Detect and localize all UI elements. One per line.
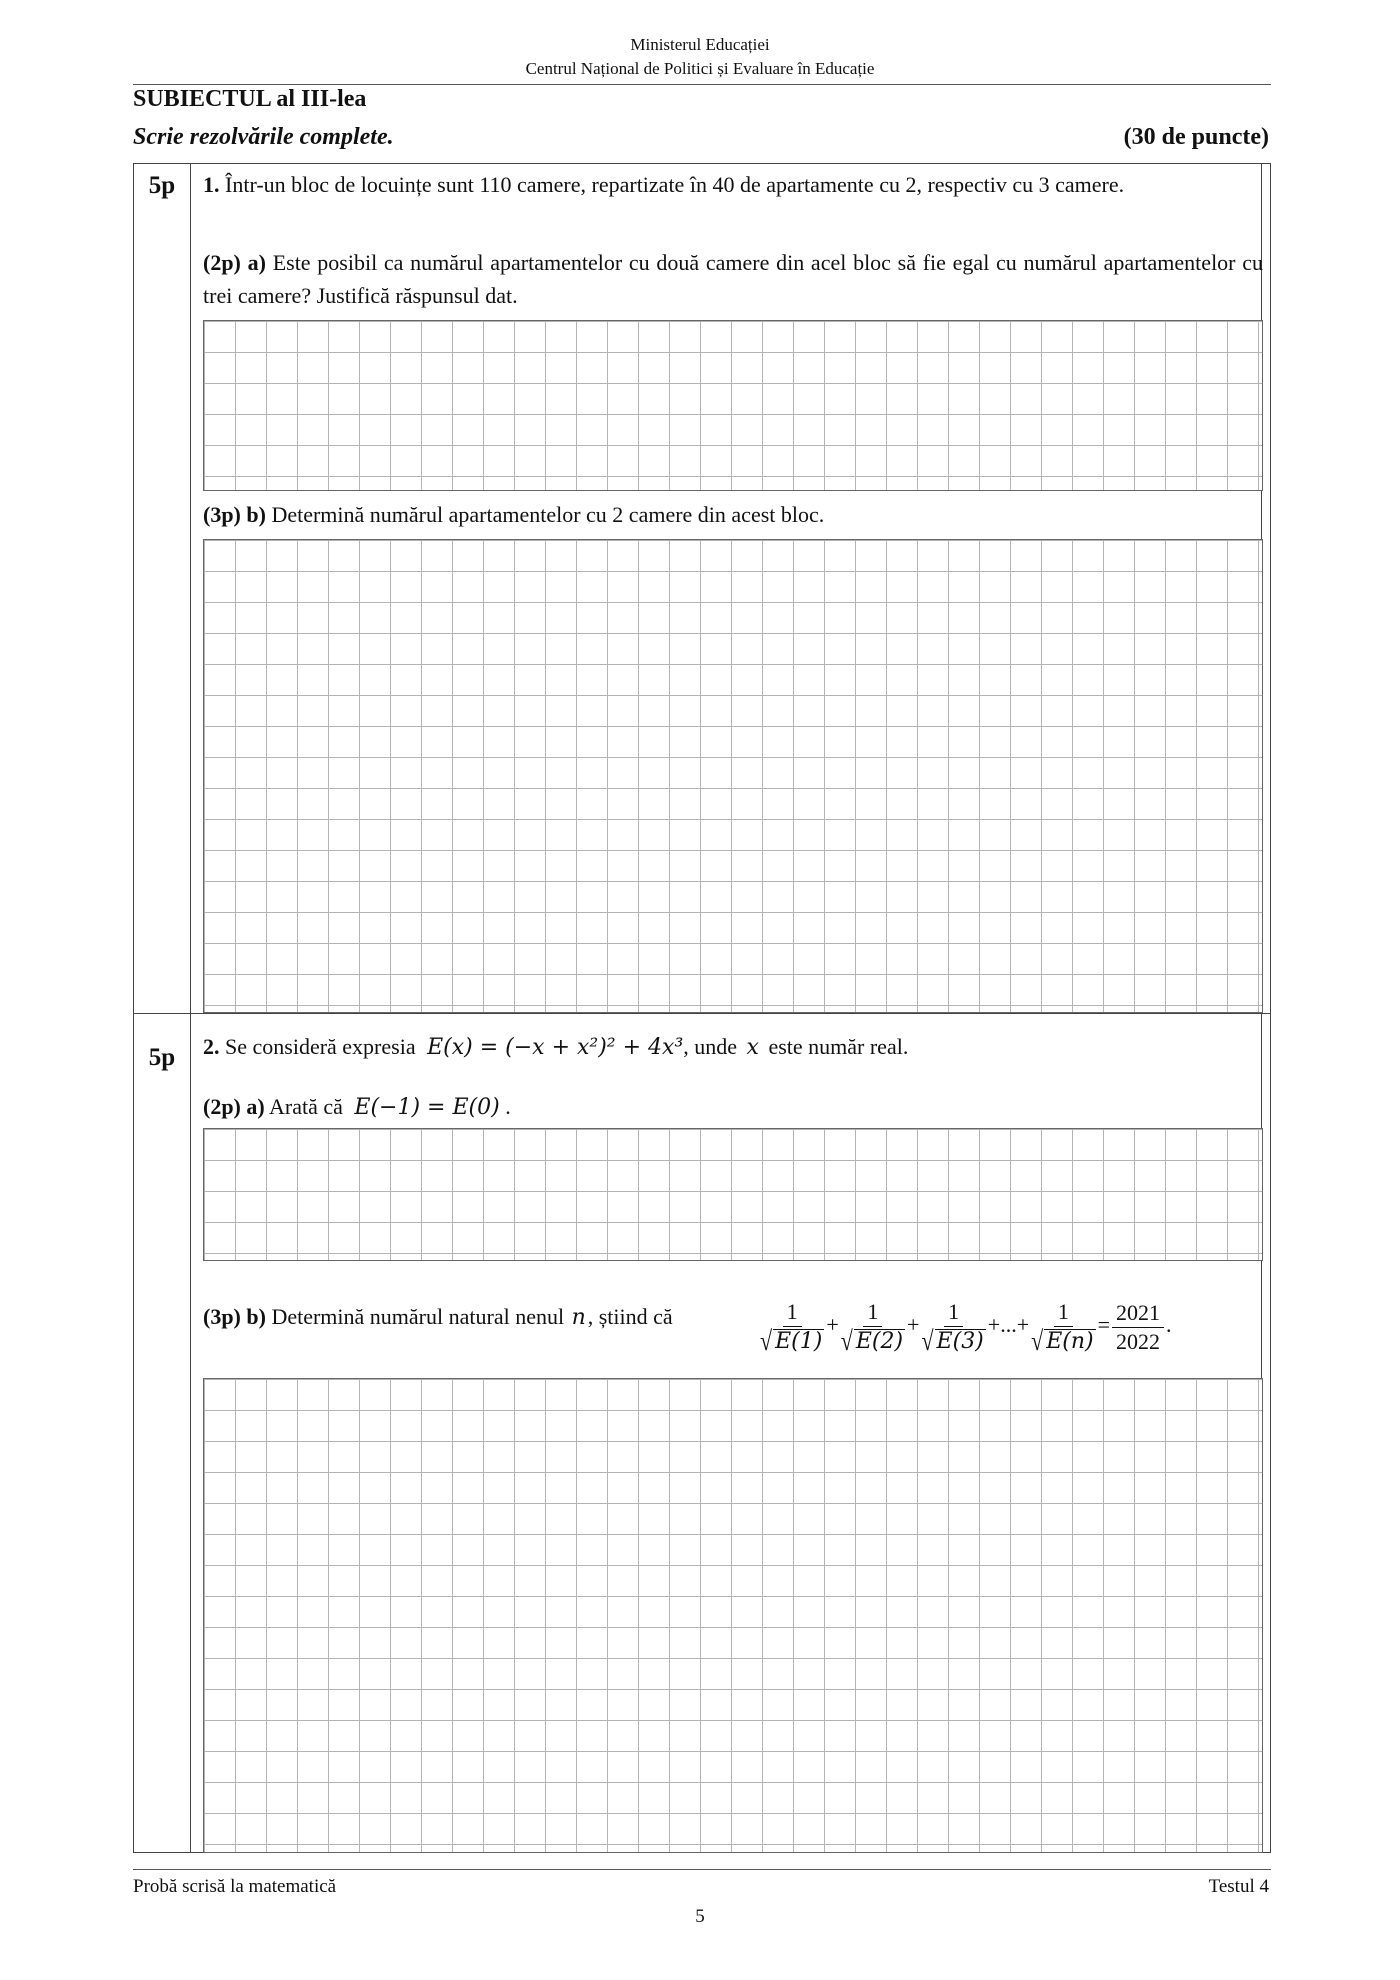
problem-2a-points: (2p) bbox=[203, 1094, 241, 1119]
problem-2b-points: (3p) bbox=[203, 1304, 241, 1329]
problem-1b-points: (3p) bbox=[203, 502, 241, 527]
problem-1-points: 5p bbox=[148, 172, 176, 199]
answer-grid-1b[interactable] bbox=[203, 539, 1263, 1013]
header-center: Centrul Național de Politici și Evaluare în Educație bbox=[525, 59, 875, 78]
problem-2b-suffix: . bbox=[1166, 1312, 1172, 1338]
problem-1b-statement bbox=[203, 498, 1263, 531]
numerator-2: 1 bbox=[863, 1300, 882, 1327]
denominator-n: E(n) bbox=[1046, 1329, 1094, 1354]
problem-1-number: 1. bbox=[203, 172, 220, 197]
result-fraction bbox=[1112, 1301, 1164, 1354]
problem-2-number: 2. bbox=[203, 1034, 220, 1059]
result-numerator: 2021 bbox=[1112, 1301, 1164, 1328]
variable-n: n bbox=[571, 1305, 586, 1330]
sqrt-icon: √ bbox=[921, 1324, 934, 1356]
problem-1a-text: Este posibil ca numărul apartamentelor cu două camere din acel bloc să fie egal cu numărul apartamentelor cu trei camere? Justifică răspunsul dat. bbox=[203, 250, 1263, 308]
problem-2-suffix: , unde bbox=[683, 1034, 738, 1059]
result-denominator: 2022 bbox=[1116, 1328, 1161, 1354]
section-points: (30 de puncte) bbox=[1123, 124, 1269, 150]
problem-divider bbox=[133, 1013, 1271, 1014]
denominator-2: E(2) bbox=[855, 1329, 904, 1354]
sqrt-icon: √ bbox=[1031, 1324, 1044, 1356]
problem-1a-points: (2p) bbox=[203, 250, 241, 275]
problem-2-end: este număr real. bbox=[768, 1034, 909, 1059]
answer-grid-2a[interactable] bbox=[203, 1128, 1263, 1261]
answer-grid-1a[interactable] bbox=[203, 320, 1263, 491]
problem-2a-prefix: Arată că bbox=[269, 1094, 343, 1119]
denominator-1: E(1) bbox=[775, 1329, 823, 1354]
footer-subject: Probă scrisă la matematică bbox=[133, 1876, 337, 1897]
footer-test: Testul 4 bbox=[1208, 1876, 1269, 1897]
sum-term-1 bbox=[760, 1300, 824, 1354]
variable-x: x bbox=[746, 1035, 759, 1060]
ellipsis: +...+ bbox=[987, 1312, 1030, 1338]
problem-2b-letter: b) bbox=[246, 1304, 266, 1329]
sum-term-2 bbox=[841, 1300, 905, 1354]
problem-1a-letter: a) bbox=[247, 250, 266, 275]
problem-2-prefix: Se consideră expresia bbox=[225, 1034, 416, 1059]
section-instruction: Scrie rezolvările complete. bbox=[133, 124, 394, 150]
problem-2-points: 5p bbox=[148, 1044, 176, 1071]
problem-1a-statement bbox=[203, 246, 1263, 312]
problem-2-statement bbox=[203, 1030, 1263, 1064]
problem-2a-statement bbox=[203, 1090, 1263, 1124]
header-rule bbox=[133, 84, 1271, 85]
problem-1-statement bbox=[203, 168, 1263, 201]
expression-E: E(x) = (−x + x²)² + 4x³ bbox=[427, 1035, 684, 1060]
sum-equation: $\frac{1}{√ E(1)}$ + $\frac{1}{√ E(2)}$ + $\frac{1}{√ E(3)}$ +...+ $\frac{1}{√ E(n)}$ = $\frac{2021}{2022}$ . bbox=[760, 1299, 1172, 1356]
problem-1b-text: Determină numărul apartamentelor cu 2 camere din acest bloc. bbox=[271, 502, 825, 527]
problem-1-text: Într-un bloc de locuințe sunt 110 camere, repartizate în 40 de apartamente cu 2, respectiv cu 3 camere. bbox=[225, 172, 1125, 197]
numerator-n: 1 bbox=[1054, 1300, 1073, 1327]
numerator-3: 1 bbox=[944, 1300, 963, 1327]
denominator-3: E(3) bbox=[936, 1329, 984, 1354]
points-column-divider bbox=[190, 163, 191, 1853]
equation-2a: E(−1) = E(0) bbox=[354, 1095, 500, 1120]
problem-2a-letter: a) bbox=[246, 1094, 265, 1119]
sum-term-n bbox=[1031, 1300, 1095, 1354]
numerator-1: 1 bbox=[783, 1300, 802, 1327]
page-number: 5 bbox=[695, 1906, 705, 1927]
answer-grid-2b[interactable] bbox=[203, 1378, 1263, 1853]
sum-term-3 bbox=[921, 1300, 985, 1354]
problem-2a-suffix: . bbox=[505, 1094, 511, 1119]
sqrt-icon: √ bbox=[840, 1324, 853, 1356]
sqrt-icon: √ bbox=[760, 1324, 773, 1356]
problem-1b-letter: b) bbox=[246, 502, 266, 527]
problem-2b-prefix: Determină numărul natural nenul bbox=[271, 1304, 565, 1329]
problem-2b-middle: , știind că bbox=[587, 1304, 673, 1329]
footer-rule bbox=[133, 1869, 1271, 1870]
section-title: SUBIECTUL al III-lea bbox=[133, 86, 367, 112]
header-ministry: Ministerul Educației bbox=[630, 35, 770, 54]
